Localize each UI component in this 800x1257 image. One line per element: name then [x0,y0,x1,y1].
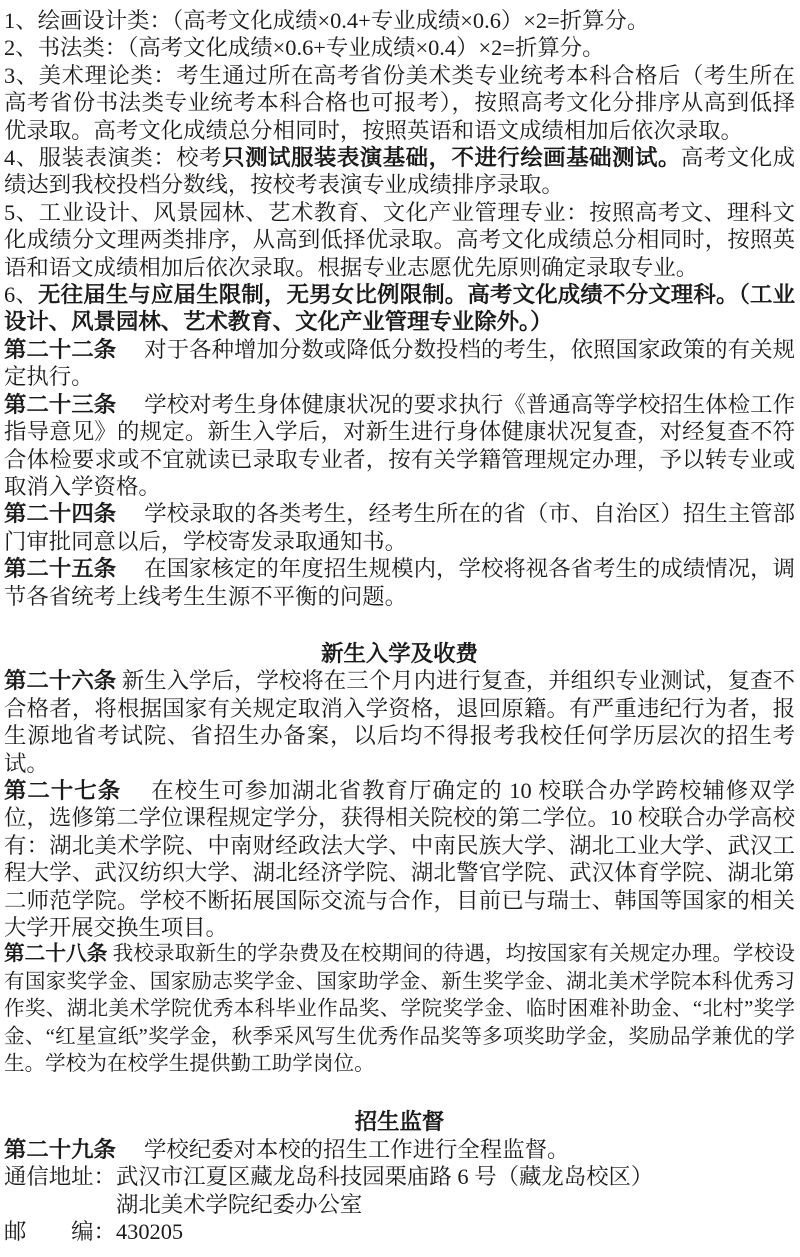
paragraph [4,667,795,777]
paragraph [4,199,795,281]
body-text: 对于各种增加分数或降低分数投档的考生，依照国家政策的有关规定执行。 [4,336,795,390]
bold-text: 只测试服装表演基础，不进行绘画基础测试。 [222,145,681,171]
bold-text: 第二十六条 [4,668,117,694]
body-text: 邮 编：430205 [4,1219,184,1245]
bold-text: 第二十七条 [4,777,122,803]
body-text: 在国家核定的年度招生规模内，学校将视各省考生的成绩情况，调节各省统考上线考生生源不平衡的问题。 [4,556,795,609]
paragraph [4,555,795,610]
address-line-2 [4,1191,795,1218]
paragraph [4,62,795,144]
paragraph [4,941,795,1078]
paragraph [4,34,795,61]
paragraph [4,500,795,555]
body-text: 学校对考生身体健康状况的要求执行《普通高等学校招生体检工作指导意见》的规定。新生入学后，对新生进行身体健康状况复查，对经复查不符合体检要求或不宜就读已录取专业者，按有关学籍管理规定办理，予以转专业或取消入学资格。 [4,391,795,499]
bold-text: 无往届生与应届生限制，无男女比例限制。高考文化成绩不分文理科。（工业设计、风景园林、艺术教育、文化产业管理专业除外。） [4,282,795,335]
paragraph [4,777,795,941]
body-text: 通信地址：武汉市江夏区藏龙岛科技园栗庙路 6 号（藏龙岛校区） [4,1164,654,1190]
bold-text: 招生监督 [354,1109,445,1135]
bold-text: 第二十二条 [4,336,117,362]
body-text: 我校录取新生的学杂费及在校期间的待遇，均按国家有关规定办理。学校设有国家奖学金、国家励志奖学金、国家助学金、新生奖学金、湖北美术学院本科优秀习作奖、湖北美术学院优秀本科毕业作品奖、学院奖学金、临时困难补助金、“北村”奖学金、“红星宣纸”奖学金，秋季采风写生优秀作品奖等多项奖助学金，奖励品学兼优的学生。学校为在校学生提供勤工助学岗位。 [4,943,795,1076]
body-text: 3、美术理论类：考生通过所在高考省份美术类专业统考本科合格后（考生所在高考省份书法类专业统考本科合格也可报考），按照高考文化分排序从高到低择优录取。高考文化成绩总分相同时，按照英语和语文成绩相加后依次录取。 [4,62,795,143]
paragraph [4,1136,795,1163]
bold-text: 第二十八条 [4,943,108,966]
postcode-line [4,1218,795,1245]
body-text: 新生入学后，学校将在三个月内进行复查，并组织专业测试，复查不合格者，将根据国家有关规定取消入学资格，退回原籍。有严重违纪行为者，报生源地省考试院、省招生办备案，以后均不得报考我校任何学历层次的招生考试。 [4,668,795,776]
address-line-1 [4,1163,795,1190]
paragraph [4,391,795,501]
body-text: 学校纪委对本校的招生工作进行全程监督。 [115,1136,570,1162]
section-heading-enrollment-fees [4,640,795,667]
body-text: 1、绘画设计类：（高考文化成绩×0.4+专业成绩×0.6）×2=折算分。 [4,8,650,33]
bold-text: 第二十九条 [4,1136,116,1162]
body-text: 在校生可参加湖北省教育厅确定的 10 校联合办学跨校辅修双学位，选修第二学位课程规定学分，获得相关院校的第二学位。10 校联合办学高校有：湖北美术学院、中南财经政法大学、中南民族大学、湖北工业大学、武汉工程大学、武汉纺织大学、湖北经济学院、湖北警官学院、武汉体育学院、湖北第二师范学院。学校不断拓展国际交流与合作，目前已与瑞士、韩国等国家的相关大学开展交换生项目。 [4,777,796,940]
bold-text: 第二十三条 [4,391,117,417]
body-text: 高考文化成绩达到我校投档分数线，按校考表演专业成绩排序录取。 [4,145,796,198]
bold-text: 第二十四条 [4,501,117,527]
paragraph [4,336,795,391]
body-text: 5、工业设计、风景园林、艺术教育、文化产业管理专业：按照高考文、理科文化成绩分文理两类排序，从高到低择优录取。高考文化成绩总分相同时，按照英语和语文成绩相加后依次录取。根据专业志愿优先原则确定录取专业。 [4,199,795,280]
body-text: 4、服装表演类：校考 [4,145,223,171]
body-text: 学校录取的各类考生，经考生所在的省（市、自治区）招生主管部门审批同意以后，学校寄发录取通知书。 [4,501,795,554]
body-text: 湖北美术学院纪委办公室 [4,1191,363,1217]
paragraph [4,281,795,336]
body-text: 2、书法类：（高考文化成绩×0.6+专业成绩×0.4）×2=折算分。 [4,35,605,61]
bold-text: 新生入学及收费 [321,640,478,666]
paragraph [4,7,795,34]
section-heading-supervision [4,1108,795,1135]
body-text: 6、 [4,282,39,308]
bold-text: 第二十五条 [4,556,117,582]
paragraph [4,144,795,199]
